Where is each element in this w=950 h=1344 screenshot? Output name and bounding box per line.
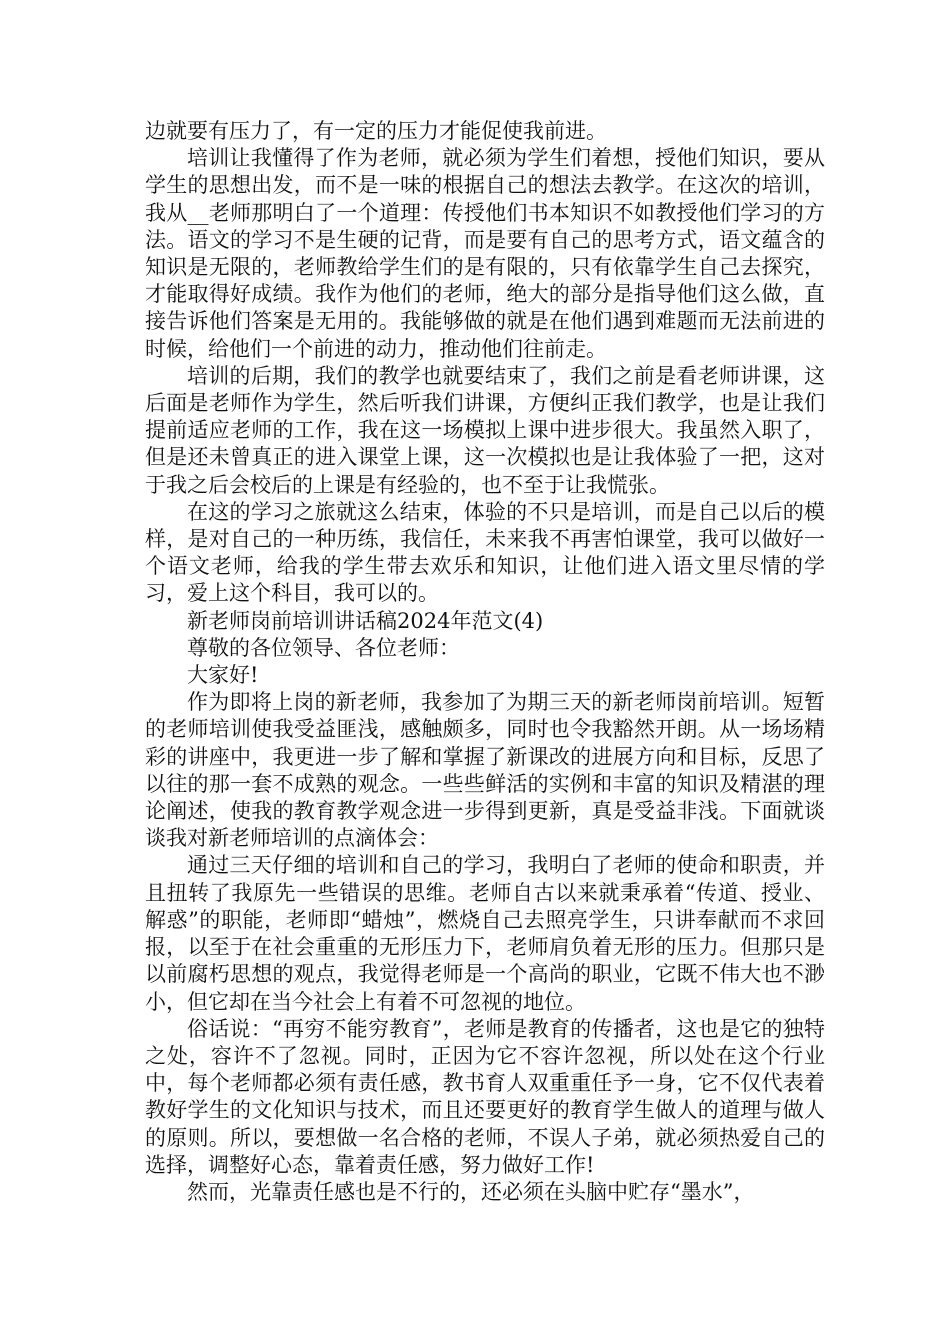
document-page: [145, 118, 825, 1206]
paragraph-1: 边就要有压力了，有一定的压力才能促使我前进。: [145, 119, 607, 143]
paragraph-2: 培训让我懂得了作为老师，就必须为学生们着想，授他们知识，要从学生的思想出发，而不是一味的根据自己的想法去教学。在这次的培训，我从__老师那明白了一个道理：传授他们书本知识不如教授他们学习的方法。语文的学习不是生硬的记背，而是要有自己的思考方式，语文蕴含的知识是无限的，老师教给学生们的是有限的，只有依靠学生自己去探究，才能取得好成绩。我作为他们的老师，绝大的部分是指导他们这么做，直接告诉他们答案是无用的。我能够做的就是在他们遇到难题而无法前进的时候，给他们一个前进的动力，推动他们往前走。: [145, 146, 825, 361]
paragraph-5: 作为即将上岗的新老师，我参加了为期三天的新老师岗前培训。短暂的老师培训使我受益匪浅，感触颇多，同时也令我豁然开朗。从一场场精彩的讲座中，我更进一步了解和掌握了新课改的进展方向和目标，反思了以往的那一套不成熟的观念。一些些鲜活的实例和丰富的知识及精湛的理论阐述，使我的教育教学观念进一步得到更新，真是受益非浅。下面就谈谈我对新老师培训的点滴体会：: [145, 690, 825, 851]
paragraph-4: 在这的学习之旅就这么结束，体验的不只是培训，而是自己以后的模样，是对自己的一种历练，我信任，未来我不再害怕课堂，我可以做好一个语文老师，给我的学生带去欢乐和知识，让他们进入语文里尽情的学习，爱上这个科目，我可以的。: [145, 499, 825, 606]
paragraph-6: 通过三天仔细的培训和自己的学习，我明白了老师的使命和职责，并且扭转了我原先一些错误的思维。老师自古以来就秉承着“传道、授业、解惑”的职能，老师即“蜡烛”，燃烧自己去照亮学生，只讲奉献而不求回报，以至于在社会重重的无形压力下，老师肩负着无形的压力。但那只是以前腐朽思想的观点，我觉得老师是一个高尚的职业，它既不伟大也不渺小，但它却在当今社会上有着不可忽视的地位。: [145, 853, 825, 1014]
greeting: 大家好!: [187, 663, 259, 688]
paragraph-8: 然而，光靠责任感也是不行的，还必须在头脑中贮存“墨水”，: [187, 1179, 755, 1204]
section-title: 新老师岗前培训讲话稿2024年范文(4): [187, 608, 544, 633]
paragraph-3: 培训的后期，我们的教学也就要结束了，我们之前是看老师讲课，这后面是老师作为学生，然后听我们讲课，方便纠正我们教学，也是让我们提前适应老师的工作，我在这一场模拟上课中进步很大。我虽然入职了，但是还未曾真正的进入课堂上课，这一次模拟也是让我体验了一把，这对于我之后会校后的上课是有经验的，也不至于让我慌张。: [145, 363, 825, 497]
paragraph-7: 俗话说：“再穷不能穷教育”，老师是教育的传播者，这也是它的独特之处，容许不了忽视。同时，正因为它不容许忽视，所以处在这个行业中，每个老师都必须有责任感，教书育人双重重任予一身，它不仅代表着教好学生的文化知识与技术，而且还要更好的教育学生做人的道理与做人的原则。所以，要想做一名合格的老师，不误人子弟，就必须热爱自己的选择，调整好心态，靠着责任感，努力做好工作!: [145, 1016, 825, 1177]
salutation: 尊敬的各位领导、各位老师：: [187, 635, 460, 660]
